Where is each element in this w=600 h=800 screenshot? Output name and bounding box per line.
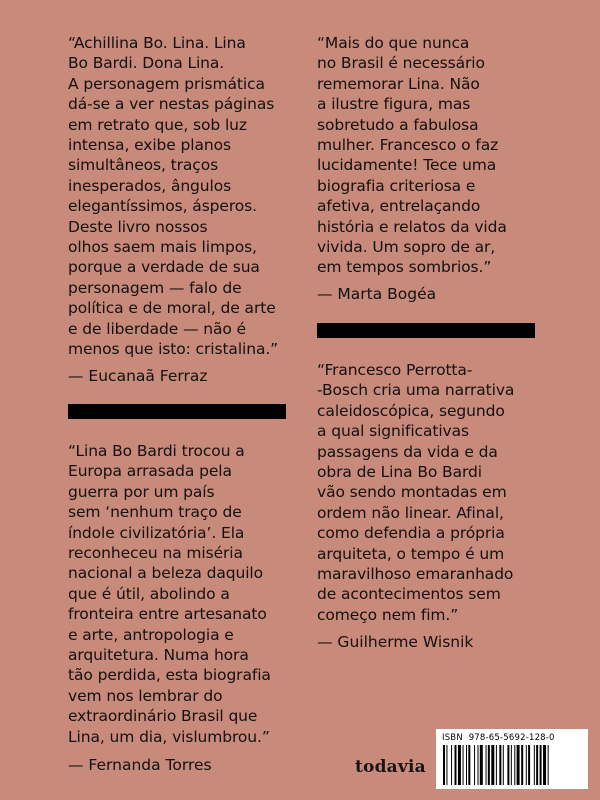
quote-marta-bogea: “Mais do que nunca no Brasil é necessário rememorar Lina. Não a ilustre figura, mas sobretudo a fabulosa mulher. Francesco o faz lucidamente! Tece uma biografia criteriosa e afetiva, entrelaçando história e relatos da vida vivida. Um sopro de ar, em tempos sombrios.” bbox=[317, 34, 507, 277]
publisher-logo: todavia bbox=[355, 757, 426, 777]
isbn-number: ISBN 978-65-5692-128-0 bbox=[442, 733, 555, 743]
author-marta-bogea: — Marta Bogéa bbox=[317, 285, 437, 303]
quote-eucanaa-ferraz: “Achillina Bo. Lina. Lina Bo Bardi. Dona Lina. A personagem prismática dá-se a ver nestas páginas em retrato que, sob luz intensa, exibe planos simultâneos, traços inesperados, ângulos elegantíssimos, ásperos. Deste livro nossos olhos saem mais limpos, porque a verdade de sua personagem — falo de política e de moral, de arte e de liberdade — não é menos que isto: cristalina.” bbox=[68, 34, 279, 359]
quote-fernanda-torres: “Lina Bo Bardi trocou a Europa arrasada pela guerra por um país sem ‘nenhum traço de índole civilizatória’. Ela reconheceu na miséria nacional a beleza daquilo que é útil, abolindo a fronteira entre artesanato e arte, antropologia e arquitetura. Numa hora tão perdida, esta biografia vem nos lembrar do extraordinário Brasil que Lina, um dia, vislumbrou.” bbox=[68, 442, 271, 746]
divider-rule-right bbox=[317, 323, 535, 338]
quote-guilherme-wisnik: “Francesco Perrotta- -Bosch cria uma narrativa caleidoscópica, segundo a qual significativas passagens da vida e da obra de Lina Bo Bardi vão sendo montadas em ordem não linear. Afinal, como defendia a própria arquiteta, o tempo é um maravilhoso emaranhado de acontecimentos sem começo nem fim.” bbox=[317, 361, 515, 624]
divider-rule-left bbox=[68, 404, 286, 419]
author-eucanaa-ferraz: — Eucanaã Ferraz bbox=[68, 367, 208, 385]
barcode-icon bbox=[442, 745, 582, 785]
author-guilherme-wisnik: — Guilherme Wisnik bbox=[317, 633, 474, 651]
author-fernanda-torres: — Fernanda Torres bbox=[68, 756, 212, 774]
barcode-label bbox=[436, 729, 588, 789]
